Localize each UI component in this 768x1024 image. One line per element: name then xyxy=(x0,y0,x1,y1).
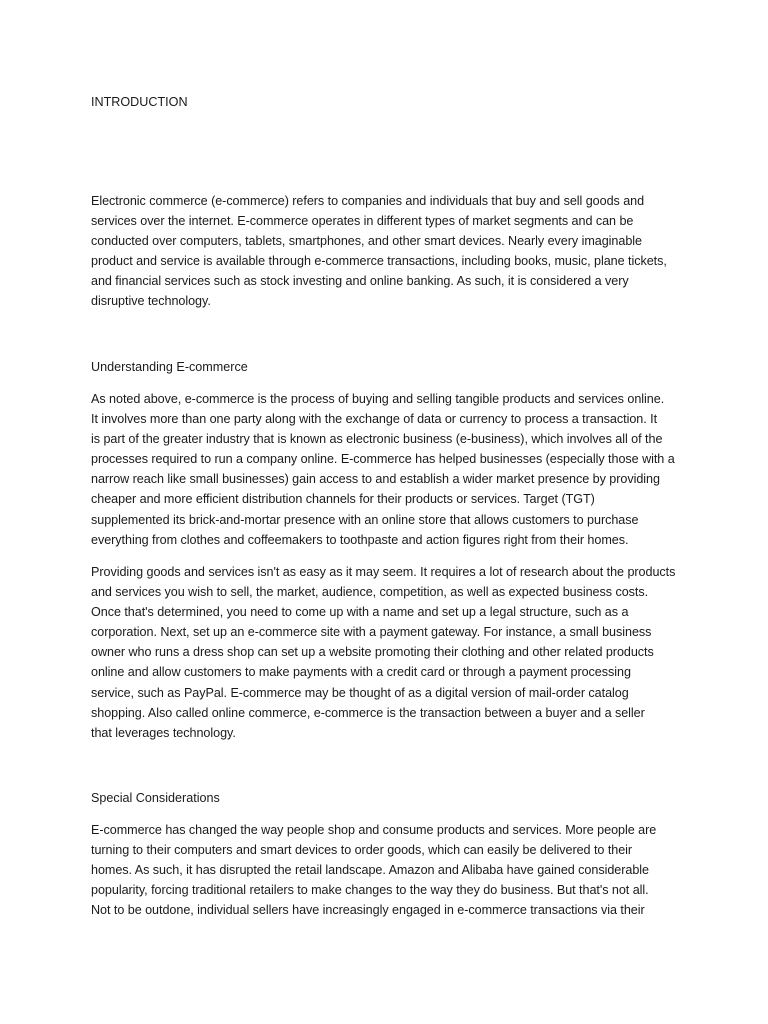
intro-line: Electronic commerce (e-commerce) refers to companies and individuals that buy and sell goods and xyxy=(91,194,645,208)
paragraph-line: turning to their computers and smart devices to order goods, which can easily be delivered to their xyxy=(91,843,633,858)
paragraph-line: that leverages technology. xyxy=(91,725,236,740)
document-title: INTRODUCTION xyxy=(91,95,188,109)
intro-paragraph xyxy=(91,191,681,312)
paragraph-line: Not to be outdone, individual sellers have increasingly engaged in e-commerce transactions via their xyxy=(91,903,645,918)
intro-line: services over the internet. E-commerce operates in different types of market segments and can be xyxy=(91,214,634,229)
intro-line: product and service is available through e-commerce transactions, including books, music, plane tickets, xyxy=(91,254,667,269)
paragraph-line: is part of the greater industry that is known as electronic business (e-business), which involves all of the xyxy=(91,432,663,447)
section-heading-special-considerations: Special Considerations xyxy=(91,791,220,805)
intro-line: disruptive technology. xyxy=(91,294,211,309)
intro-line: and financial services such as stock investing and online banking. As such, it is considered a very xyxy=(91,274,629,289)
paragraph-line: It involves more than one party along with the exchange of data or currency to process a transaction. It xyxy=(91,412,658,427)
paragraph-line: shopping. Also called online commerce, e-commerce is the transaction between a buyer and a seller xyxy=(91,705,645,720)
paragraph-line: Once that's determined, you need to come up with a name and set up a legal structure, such as a xyxy=(91,605,629,620)
paragraph-line: owner who runs a dress shop can set up a website promoting their clothing and other related products xyxy=(91,645,654,660)
section-heading-understanding: Understanding E-commerce xyxy=(91,360,248,374)
paragraph-line: and services you wish to sell, the market, audience, competition, as well as expected business costs. xyxy=(91,585,649,600)
understanding-paragraph-1 xyxy=(91,389,681,550)
paragraph-line: homes. As such, it has disrupted the retail landscape. Amazon and Alibaba have gained considerable xyxy=(91,863,649,878)
paragraph-line: cheaper and more efficient distribution channels for their products or services. Target (TGT) xyxy=(91,492,595,507)
paragraph-line: online and allow customers to make payments with a credit card or through a payment processing xyxy=(91,665,631,680)
paragraph-line: Providing goods and services isn't as easy as it may seem. It requires a lot of research about the products xyxy=(91,565,676,579)
understanding-paragraph-2 xyxy=(91,562,681,743)
paragraph-line: narrow reach like small businesses) gain access to and establish a wider market presence by providing xyxy=(91,472,660,487)
paragraph-line: supplemented its brick-and-mortar presence with an online store that allows customers to purchase xyxy=(91,512,639,527)
paragraph-line: processes required to run a company online. E-commerce has helped businesses (especially those with a xyxy=(91,452,675,467)
paragraph-line: everything from clothes and coffeemakers to toothpaste and action figures right from their homes. xyxy=(91,532,629,547)
paragraph-line: service, such as PayPal. E-commerce may be thought of as a digital version of mail-order catalog xyxy=(91,685,629,700)
special-considerations-paragraph xyxy=(91,820,681,920)
intro-line: conducted over computers, tablets, smartphones, and other smart devices. Nearly every imaginable xyxy=(91,234,642,249)
paragraph-line: As noted above, e-commerce is the process of buying and selling tangible products and services online. xyxy=(91,392,665,406)
paragraph-line: corporation. Next, set up an e-commerce site with a payment gateway. For instance, a small business xyxy=(91,625,652,640)
paragraph-line: E-commerce has changed the way people shop and consume products and services. More people are xyxy=(91,823,657,837)
paragraph-line: popularity, forcing traditional retailers to make changes to the way they do business. But that's not all. xyxy=(91,883,649,898)
